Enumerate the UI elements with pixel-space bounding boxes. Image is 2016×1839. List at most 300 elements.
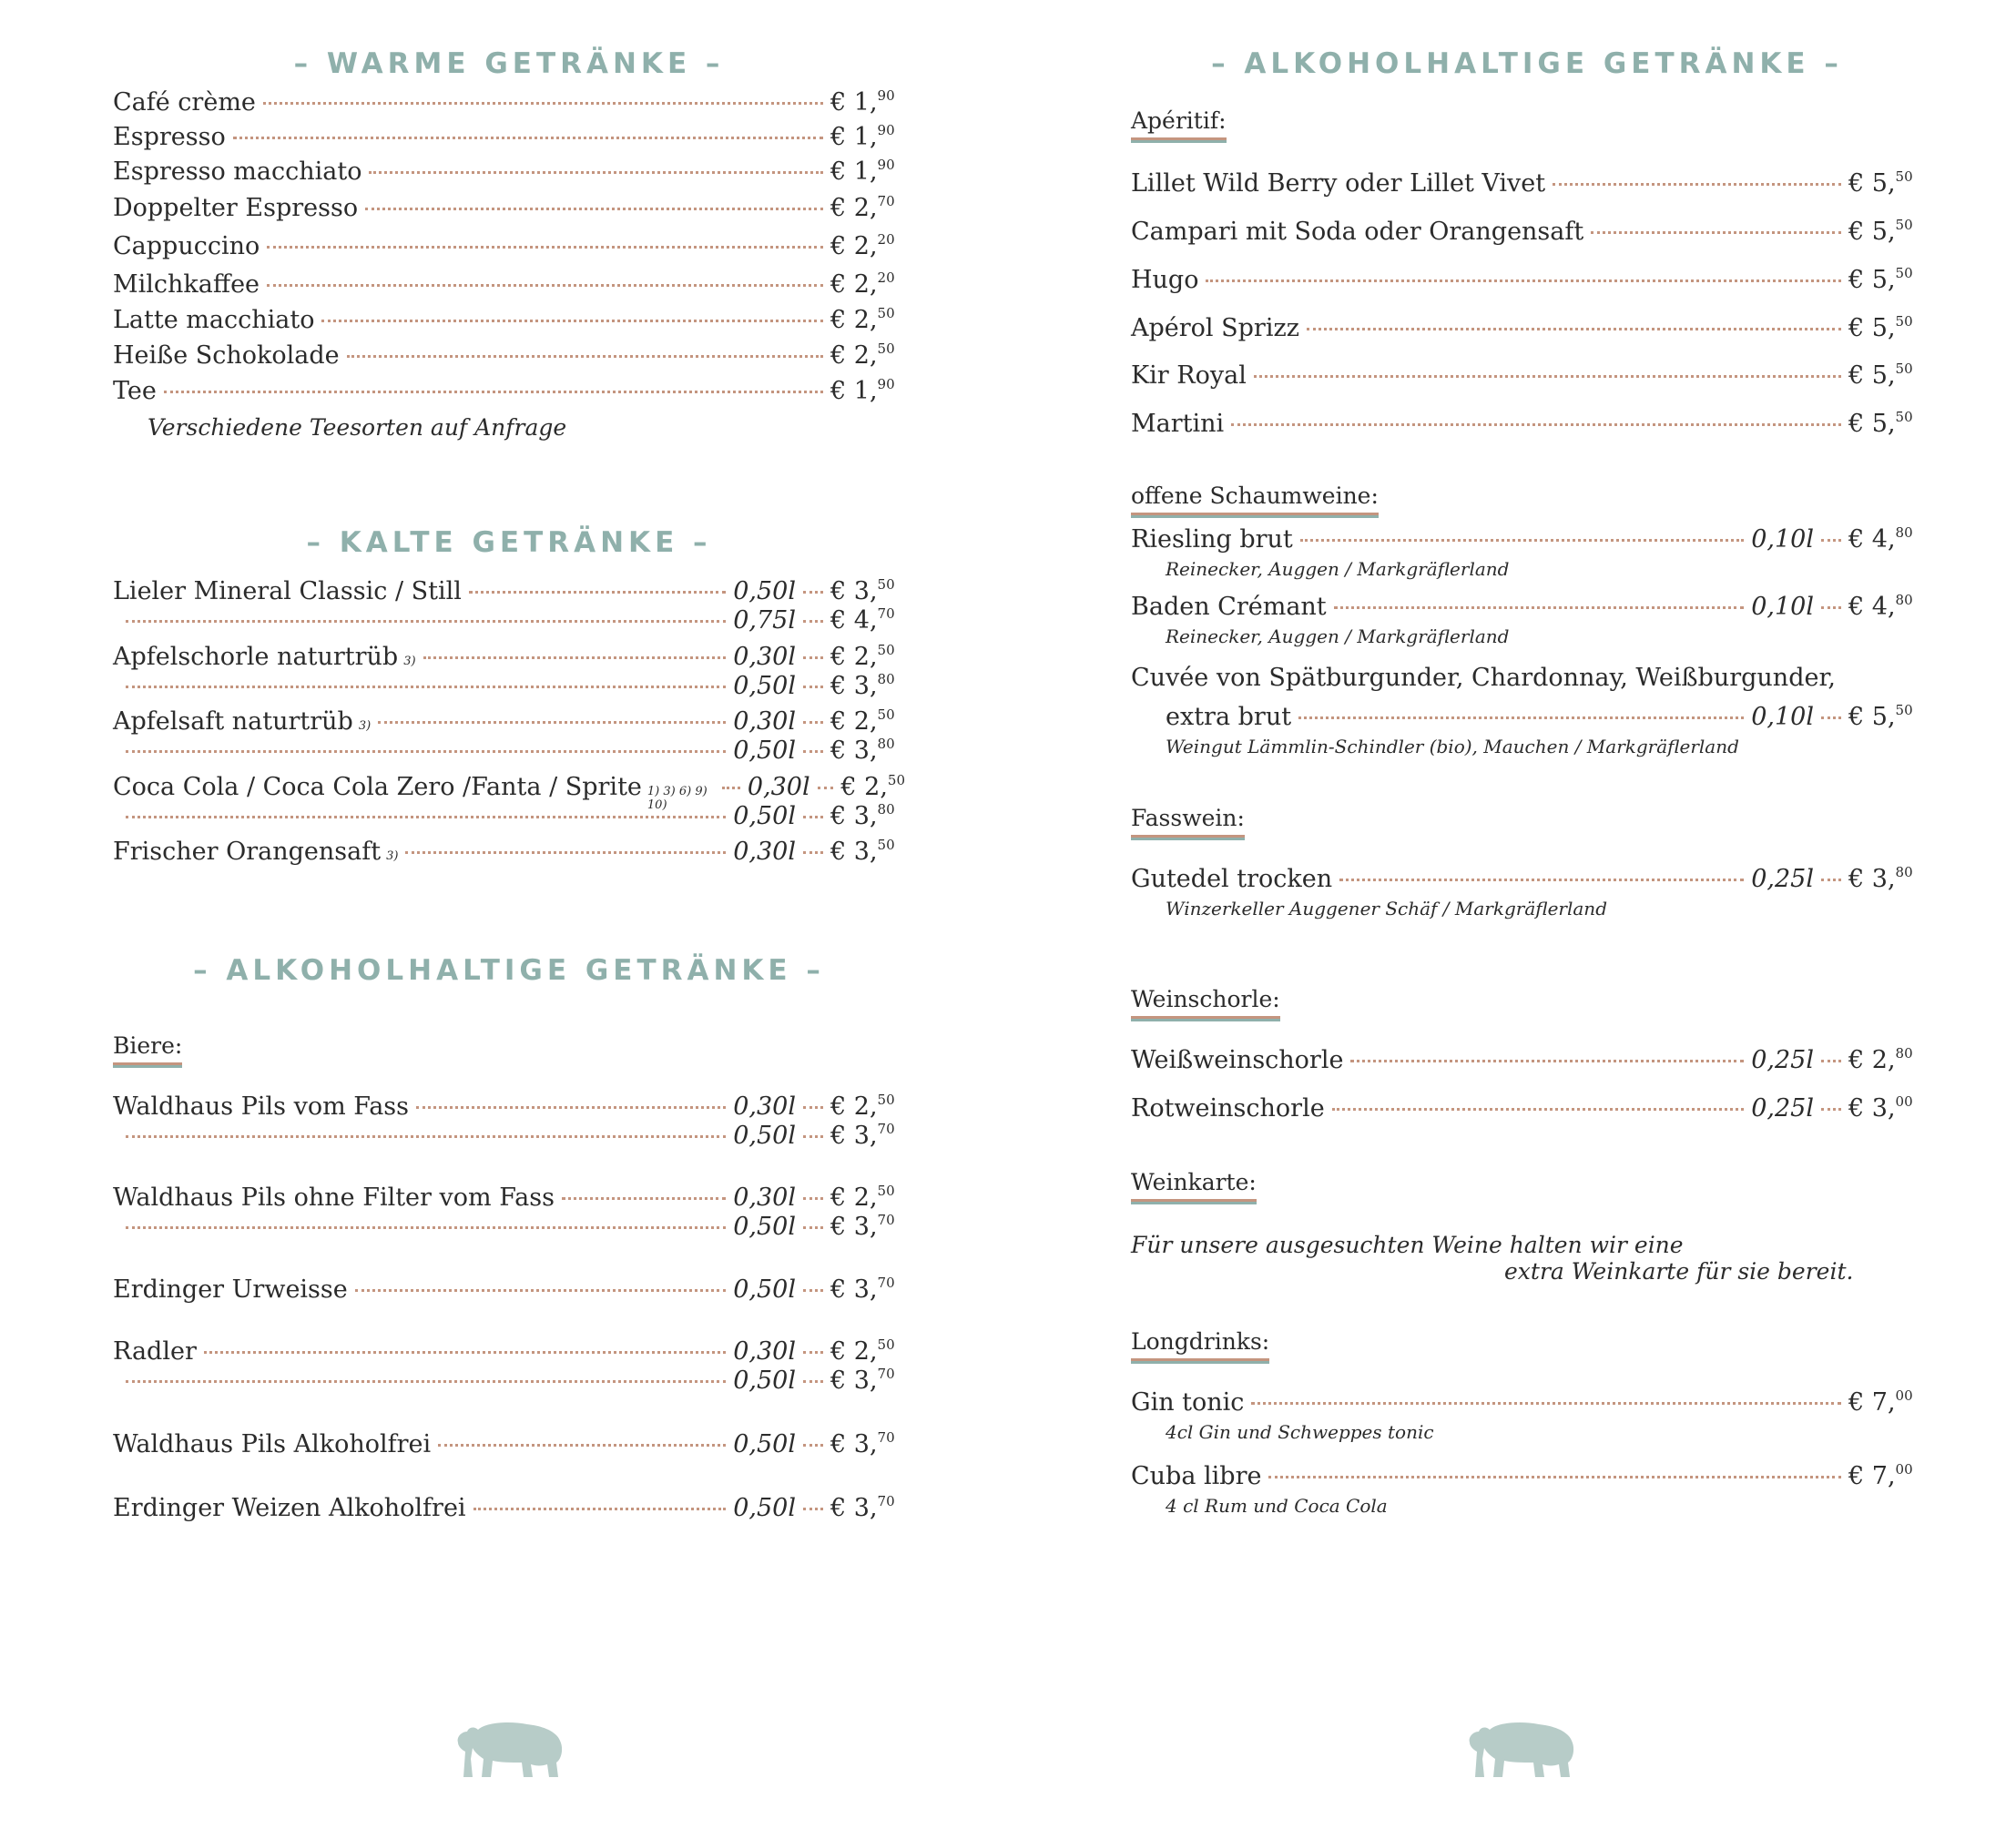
- item-price: [830, 576, 905, 605]
- item-volume: 0,75l: [733, 606, 796, 635]
- dot-leader: [126, 1380, 726, 1383]
- item-price: [1848, 702, 1923, 731]
- item-price: [1848, 524, 1923, 554]
- price-cents: 50: [1895, 702, 1913, 718]
- dot-leader: [818, 787, 834, 789]
- dot-leader: [267, 246, 823, 249]
- item-name: Waldhaus Pils Alkoholfrei: [113, 1430, 432, 1458]
- dot-leader: [473, 1508, 727, 1510]
- item-price: [830, 1366, 905, 1395]
- price-cents: 70: [877, 1121, 895, 1137]
- item-price: [1848, 265, 1923, 294]
- subhead-weinkarte: Weinkarte:: [1131, 1169, 1257, 1202]
- price-euro: € 5,: [1848, 266, 1896, 294]
- price-cents: 50: [1895, 265, 1913, 281]
- price-euro: € 7,: [1848, 1388, 1896, 1417]
- item-volume: 0,50l: [733, 1275, 796, 1304]
- price-euro: € 2,: [830, 270, 878, 299]
- price-cents: 90: [877, 376, 895, 392]
- bear-icon: [454, 1719, 565, 1779]
- price-cents: 70: [877, 1366, 895, 1382]
- item-volume: 0,50l: [733, 577, 796, 605]
- item-name: Erdinger Weizen Alkoholfrei: [113, 1494, 466, 1522]
- dot-leader: [416, 1106, 726, 1109]
- price-cents: 70: [877, 193, 895, 209]
- price-cents: 00: [1895, 1093, 1913, 1110]
- subhead-biere: Biere:: [113, 1032, 182, 1065]
- price-cents: 50: [1895, 313, 1913, 330]
- item-name: Riesling brut: [1131, 525, 1293, 554]
- item-volume: 0,50l: [733, 737, 796, 765]
- item-price: [1848, 1387, 1923, 1417]
- dot-leader: [365, 208, 823, 210]
- price-cents: 50: [1895, 217, 1913, 233]
- dot-leader: [803, 1508, 823, 1510]
- menu-row: [113, 1121, 905, 1155]
- dot-leader: [378, 721, 726, 724]
- footnote-marker: 1) 3) 6) 9) 10): [647, 785, 708, 812]
- menu-row: [113, 605, 905, 640]
- item-name: Rotweinschorle: [1131, 1094, 1325, 1123]
- dot-leader: [1821, 879, 1841, 881]
- menu-row: [113, 1493, 905, 1528]
- item-name: Lillet Wild Berry oder Lillet Vivet: [1131, 169, 1546, 198]
- item-name: Weißweinschorle: [1131, 1046, 1344, 1074]
- price-euro: € 2,: [830, 1184, 878, 1212]
- price-euro: € 4,: [1848, 593, 1896, 621]
- price-euro: € 5,: [1848, 703, 1896, 731]
- menu-row: [1131, 1387, 1923, 1422]
- price-cents: 70: [877, 1275, 895, 1291]
- dot-leader: [1591, 231, 1841, 234]
- price-euro: € 3,: [1848, 1094, 1896, 1123]
- subhead-fasswein: Fasswein:: [1131, 805, 1245, 838]
- item-price: [830, 305, 905, 334]
- dot-leader: [1821, 606, 1841, 609]
- dot-leader: [1206, 279, 1841, 282]
- price-cents: 50: [877, 340, 895, 357]
- item-name: Lieler Mineral Classic / Still: [113, 577, 462, 605]
- item-price: [830, 736, 905, 765]
- dot-leader: [803, 591, 823, 594]
- item-name: Cappuccino: [113, 232, 260, 260]
- item-note: Reinecker, Auggen / Markgräflerland: [1166, 558, 1510, 580]
- dot-leader: [267, 284, 823, 287]
- dot-leader: [1254, 375, 1841, 378]
- menu-row: [1131, 1093, 1923, 1128]
- item-name: Apfelsaft naturtrüb: [113, 707, 353, 736]
- price-euro: € 4,: [830, 606, 878, 635]
- dot-leader: [803, 620, 823, 623]
- price-euro: € 3,: [830, 577, 878, 605]
- menu-row: [113, 340, 905, 375]
- item-volume: 0,30l: [733, 838, 796, 866]
- price-cents: 50: [877, 576, 895, 593]
- item-volume: 0,25l: [1751, 865, 1814, 893]
- price-euro: € 3,: [830, 1122, 878, 1150]
- dot-leader: [803, 1106, 823, 1109]
- item-price: [830, 671, 905, 700]
- section-title-alk-left: – ALKOHOLHALTIGE GETRÄNKE –: [193, 954, 825, 987]
- item-price: [830, 1493, 905, 1522]
- price-cents: 50: [877, 1183, 895, 1199]
- menu-row: [1131, 265, 1923, 300]
- footnote-marker: 3): [358, 719, 372, 733]
- item-volume: 0,50l: [733, 1494, 796, 1522]
- price-cents: 80: [877, 801, 895, 818]
- menu-row: [113, 1275, 905, 1309]
- item-name: Latte macchiato: [113, 306, 315, 334]
- price-cents: 50: [877, 1092, 895, 1108]
- dot-leader: [803, 750, 823, 753]
- price-cents: 70: [877, 605, 895, 622]
- item-note: 4 cl Rum und Coca Cola: [1166, 1495, 1388, 1517]
- item-price: [830, 1429, 905, 1458]
- item-name: Doppelter Espresso: [113, 194, 359, 222]
- menu-row: [113, 122, 905, 157]
- item-price: [830, 87, 905, 117]
- subhead-longdrinks: Longdrinks:: [1131, 1328, 1269, 1361]
- dot-leader: [233, 137, 823, 139]
- item-name: Baden Crémant: [1131, 593, 1327, 621]
- price-cents: 80: [1895, 524, 1913, 541]
- item-price: [1848, 1045, 1923, 1074]
- price-cents: 50: [877, 837, 895, 853]
- dot-leader: [1298, 716, 1744, 719]
- menu-row: [113, 1366, 905, 1400]
- menu-row: [1131, 1045, 1923, 1080]
- price-cents: 50: [887, 772, 905, 788]
- price-euro: € 3,: [830, 1275, 878, 1304]
- dot-leader: [803, 686, 823, 688]
- item-price: [1848, 409, 1923, 438]
- item-price: [840, 772, 905, 801]
- menu-row: [113, 837, 905, 871]
- price-euro: € 3,: [830, 737, 878, 765]
- item-price: [830, 376, 905, 405]
- item-name: Gin tonic: [1131, 1388, 1245, 1417]
- dot-leader: [803, 1197, 823, 1200]
- menu-row: [1131, 313, 1923, 348]
- item-name: Heiße Schokolade: [113, 341, 340, 370]
- price-cents: 50: [877, 305, 895, 321]
- price-euro: € 1,: [830, 88, 878, 117]
- subhead-schaumweine: offene Schaumweine:: [1131, 483, 1379, 515]
- item-price: [830, 1212, 905, 1241]
- subhead-aperitif: Apéritif:: [1131, 107, 1227, 140]
- item-volume: 0,50l: [733, 802, 796, 830]
- item-price: [830, 605, 905, 635]
- item-volume: 0,30l: [733, 1092, 796, 1121]
- dot-leader: [438, 1444, 726, 1447]
- price-euro: € 5,: [1848, 218, 1896, 246]
- menu-row: [113, 157, 905, 191]
- item-name: Waldhaus Pils vom Fass: [113, 1092, 410, 1121]
- item-price: [830, 642, 905, 671]
- price-cents: 80: [877, 736, 895, 752]
- item-price: [830, 801, 905, 830]
- item-price: [1848, 168, 1923, 198]
- menu-row: [113, 193, 905, 228]
- menu-row: [113, 1212, 905, 1246]
- dot-leader: [1821, 1060, 1841, 1062]
- item-name: Milchkaffee: [113, 270, 260, 299]
- item-volume: 0,10l: [1751, 593, 1814, 621]
- item-volume: 0,30l: [733, 643, 796, 671]
- menu-row: [113, 231, 905, 266]
- price-cents: 70: [877, 1429, 895, 1446]
- dot-leader: [1350, 1060, 1744, 1062]
- dot-leader: [803, 1351, 823, 1354]
- price-euro: € 4,: [1848, 525, 1896, 554]
- price-cents: 80: [1895, 864, 1913, 880]
- price-cents: 50: [877, 642, 895, 658]
- price-cents: 00: [1895, 1461, 1913, 1478]
- price-cents: 50: [877, 706, 895, 723]
- item-note: Reinecker, Auggen / Markgräflerland: [1166, 625, 1510, 647]
- item-price: [830, 1275, 905, 1304]
- item-price: [830, 837, 905, 866]
- item-price: [1848, 592, 1923, 621]
- dot-leader: [1251, 1402, 1841, 1405]
- item-price: [830, 1121, 905, 1150]
- price-euro: € 5,: [1848, 361, 1896, 390]
- price-euro: € 2,: [830, 707, 878, 736]
- dot-leader: [347, 355, 823, 358]
- price-euro: € 2,: [830, 643, 878, 671]
- menu-row: [1131, 702, 1923, 737]
- item-volume: 0,30l: [733, 1184, 796, 1212]
- dot-leader: [369, 171, 823, 174]
- dot-leader: [126, 816, 726, 818]
- menu-row: [1131, 524, 1923, 559]
- dot-leader: [562, 1197, 726, 1200]
- item-price: [1848, 864, 1923, 893]
- item-volume: 0,50l: [733, 1367, 796, 1395]
- menu-row: [113, 305, 905, 340]
- menu-row: [1131, 361, 1923, 395]
- dot-leader: [1821, 716, 1841, 719]
- dot-leader: [1821, 539, 1841, 542]
- price-cents: 90: [877, 122, 895, 138]
- item-name: Coca Cola / Coca Cola Zero /Fanta / Sprite: [113, 773, 642, 801]
- price-cents: 90: [877, 87, 895, 104]
- item-volume: 0,50l: [733, 1213, 796, 1241]
- item-name: Café crème: [113, 88, 256, 117]
- item-note: 4cl Gin und Schweppes tonic: [1166, 1421, 1434, 1443]
- item-volume: 0,10l: [1751, 525, 1814, 554]
- price-cents: 80: [1895, 592, 1913, 608]
- dot-leader: [405, 851, 726, 854]
- price-euro: € 2,: [830, 341, 878, 370]
- menu-row: [1131, 864, 1923, 899]
- item-name: Campari mit Soda oder Orangensaft: [1131, 218, 1584, 246]
- price-cents: 20: [877, 231, 895, 248]
- price-euro: € 1,: [830, 157, 878, 186]
- dot-leader: [355, 1289, 726, 1292]
- dot-leader: [204, 1351, 726, 1354]
- item-price: [830, 1092, 905, 1121]
- price-cents: 20: [877, 269, 895, 286]
- price-cents: 70: [877, 1493, 895, 1509]
- menu-row: [1131, 409, 1923, 443]
- tea-note: Verschiedene Teesorten auf Anfrage: [148, 414, 567, 441]
- item-price: [1848, 217, 1923, 246]
- item-name: Erdinger Urweisse: [113, 1275, 348, 1304]
- price-euro: € 5,: [1848, 314, 1896, 342]
- item-price: [830, 193, 905, 222]
- menu-row: [113, 736, 905, 770]
- item-volume: 0,30l: [733, 707, 796, 736]
- footnote-marker: 3): [386, 849, 399, 863]
- dot-leader: [126, 620, 726, 623]
- dot-leader: [126, 750, 726, 753]
- price-euro: € 2,: [830, 1092, 878, 1121]
- dot-leader: [321, 320, 823, 322]
- item-name: Tee: [113, 377, 157, 405]
- dot-leader: [803, 1380, 823, 1383]
- weinkarte-line2: extra Weinkarte für sie bereit.: [1504, 1258, 1854, 1285]
- item-name: Apfelschorle naturtrüb: [113, 643, 399, 671]
- price-euro: € 2,: [830, 306, 878, 334]
- menu-row: [1131, 592, 1923, 626]
- menu-row: [113, 87, 905, 122]
- price-euro: € 5,: [1848, 410, 1896, 438]
- price-euro: € 3,: [830, 838, 878, 866]
- menu-row: [113, 801, 905, 836]
- item-name: Cuba libre: [1131, 1462, 1262, 1490]
- menu-row: [113, 376, 905, 411]
- price-euro: € 3,: [830, 802, 878, 830]
- price-euro: € 1,: [830, 123, 878, 151]
- item-volume: 0,50l: [733, 1122, 796, 1150]
- dot-leader: [164, 391, 823, 393]
- section-title-kalt: – KALTE GETRÄNKE –: [306, 526, 712, 559]
- item-price: [830, 1336, 905, 1366]
- item-price: [1848, 1461, 1923, 1490]
- item-volume: 0,50l: [733, 672, 796, 700]
- item-price: [830, 269, 905, 299]
- menu-row: [113, 269, 905, 304]
- item-name: Martini: [1131, 410, 1225, 438]
- item-name: Kir Royal: [1131, 361, 1247, 390]
- item-name: extra brut: [1166, 703, 1292, 731]
- item-price: [1848, 313, 1923, 342]
- price-euro: € 3,: [830, 1213, 878, 1241]
- item-price: [830, 706, 905, 736]
- dot-leader: [469, 591, 726, 594]
- price-euro: € 3,: [830, 1367, 878, 1395]
- dot-leader: [126, 1135, 726, 1138]
- item-name: Apérol Sprizz: [1131, 314, 1299, 342]
- dot-leader: [423, 656, 727, 659]
- item-name: Espresso macchiato: [113, 157, 362, 186]
- price-cents: 90: [877, 157, 895, 173]
- item-name: Waldhaus Pils ohne Filter vom Fass: [113, 1184, 555, 1212]
- section-title-alk-right: – ALKOHOLHALTIGE GETRÄNKE –: [1211, 47, 1843, 80]
- item-volume: 0,25l: [1751, 1094, 1814, 1123]
- subhead-weinschorle: Weinschorle:: [1131, 986, 1280, 1019]
- item-name: Espresso: [113, 123, 226, 151]
- price-euro: € 2,: [840, 773, 888, 801]
- item-name: Hugo: [1131, 266, 1199, 294]
- item-volume: 0,30l: [733, 1337, 796, 1366]
- item-name: Radler: [113, 1337, 197, 1366]
- item-price: [830, 231, 905, 260]
- section-title-warm: – WARME GETRÄNKE –: [293, 47, 725, 80]
- dot-leader: [1334, 606, 1745, 609]
- item-volume: 0,25l: [1751, 1046, 1814, 1074]
- dot-leader: [803, 721, 823, 724]
- price-euro: € 2,: [830, 1337, 878, 1366]
- price-euro: € 2,: [830, 232, 878, 260]
- item-name: Gutedel trocken: [1131, 865, 1333, 893]
- item-name: Frischer Orangensaft: [113, 838, 382, 866]
- menu-row: [1131, 168, 1923, 203]
- price-cents: 50: [1895, 168, 1913, 185]
- dot-leader: [803, 1289, 823, 1292]
- price-euro: € 3,: [830, 1430, 878, 1458]
- menu-row: [1131, 1461, 1923, 1496]
- price-cents: 50: [877, 1336, 895, 1353]
- dot-leader: [1307, 328, 1841, 330]
- dot-leader: [803, 656, 823, 659]
- price-cents: 00: [1895, 1387, 1913, 1404]
- dot-leader: [803, 1444, 823, 1447]
- price-euro: € 3,: [1848, 865, 1896, 893]
- item-price: [1848, 1093, 1923, 1123]
- dot-leader: [803, 1226, 823, 1229]
- item-price: [1848, 361, 1923, 390]
- menu-row: [113, 671, 905, 706]
- item-volume: 0,10l: [1751, 703, 1814, 731]
- dot-leader: [1553, 183, 1841, 186]
- item-price: [830, 157, 905, 186]
- dot-leader: [1268, 1476, 1841, 1478]
- dot-leader: [803, 816, 823, 818]
- item-note: Winzerkeller Auggener Schäf / Markgräflerland: [1166, 898, 1607, 920]
- price-euro: € 5,: [1848, 169, 1896, 198]
- price-cents: 50: [1895, 361, 1913, 377]
- bear-icon: [1466, 1719, 1577, 1779]
- cuvee-title: Cuvée von Spätburgunder, Chardonnay, Weißburgunder,: [1131, 664, 1836, 692]
- item-note: Weingut Lämmlin-Schindler (bio), Mauchen / Markgräflerland: [1166, 736, 1739, 757]
- dot-leader: [1300, 539, 1744, 542]
- dot-leader: [722, 787, 740, 789]
- dot-leader: [1339, 879, 1744, 881]
- menu-row: [113, 1429, 905, 1464]
- dot-leader: [803, 1135, 823, 1138]
- price-cents: 50: [1895, 409, 1913, 425]
- price-euro: € 2,: [830, 194, 878, 222]
- price-cents: 80: [1895, 1045, 1913, 1062]
- item-price: [830, 1183, 905, 1212]
- dot-leader: [803, 851, 823, 854]
- menu-row: [1131, 217, 1923, 251]
- footnote-marker: 3): [403, 655, 416, 668]
- price-euro: € 3,: [830, 672, 878, 700]
- dot-leader: [126, 686, 726, 688]
- price-euro: € 7,: [1848, 1462, 1896, 1490]
- price-cents: 80: [877, 671, 895, 687]
- item-price: [830, 340, 905, 370]
- price-euro: € 2,: [1848, 1046, 1896, 1074]
- dot-leader: [126, 1226, 726, 1229]
- weinkarte-line1: Für unsere ausgesuchten Weine halten wir eine: [1131, 1232, 1684, 1258]
- dot-leader: [1332, 1108, 1745, 1111]
- dot-leader: [263, 102, 823, 105]
- dot-leader: [1231, 423, 1841, 426]
